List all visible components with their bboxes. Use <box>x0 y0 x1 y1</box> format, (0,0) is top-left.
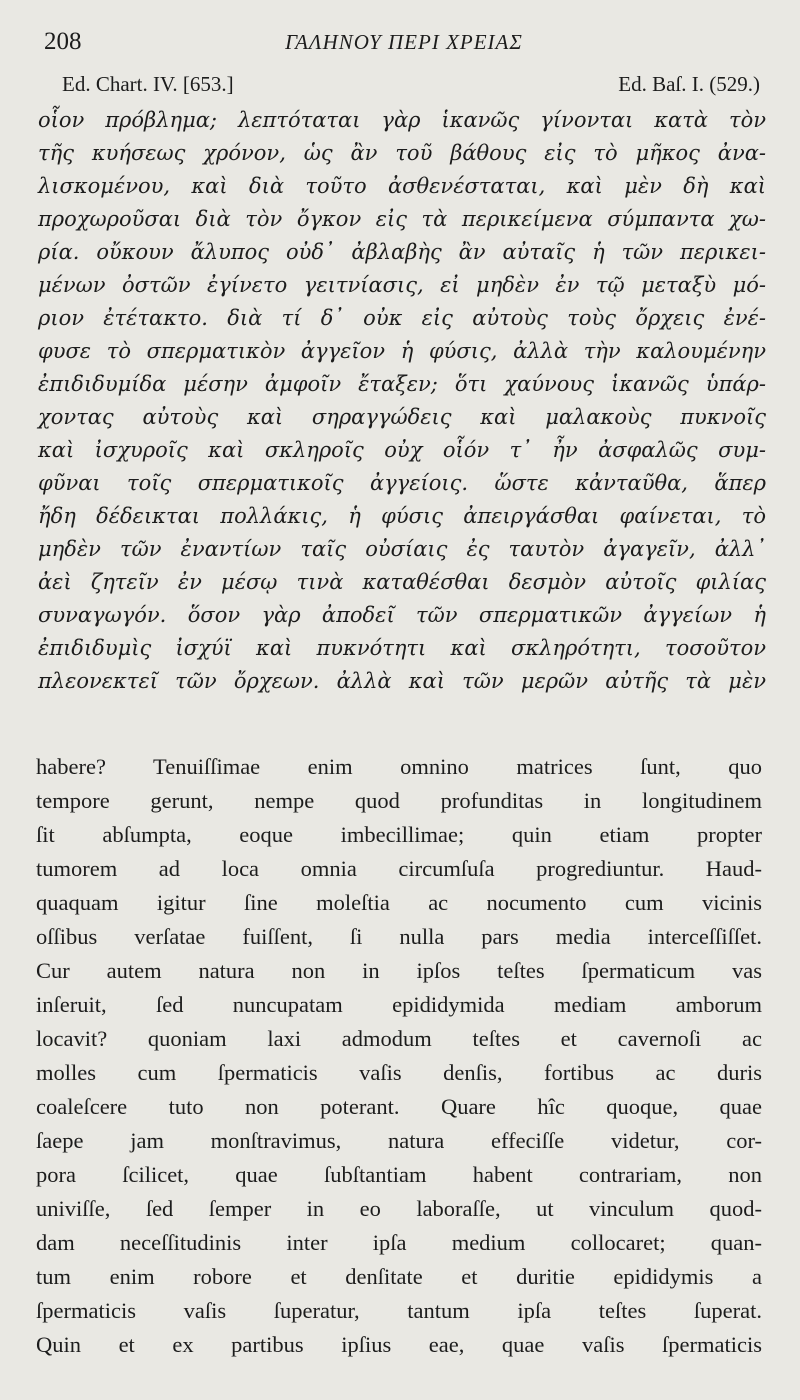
latin-line: habere? Tenuiſſimae enim omnino matrices ſunt, quo <box>36 754 762 779</box>
greek-line: τῆς κυήσεως χρόνον, ὡς ἂν τοῦ βάθους εἰς τὸ μῆκος ἀνα- <box>38 141 766 165</box>
latin-line: ſaepe jam monſtravimus, natura effeciſſe videtur, cor- <box>36 1128 762 1153</box>
greek-line: ἤδη δέδεικται πολλάκις, ἡ φύσις ἀπειργάσθαι φαίνεται, τὸ <box>38 504 766 528</box>
latin-line: tum enim robore et denſitate et duritie epididymis a <box>36 1264 762 1289</box>
latin-line: coaleſcere tuto non poterant. Quare hîc quoque, quae <box>36 1094 762 1119</box>
latin-text-block <box>36 750 762 1362</box>
latin-line: ſit abſumpta, eoque imbecillimae; quin etiam propter <box>36 822 762 847</box>
edition-references <box>62 72 760 102</box>
page-number: 208 <box>44 28 82 55</box>
greek-line: φυσε τὸ σπερματικὸν ἀγγεῖον ἡ φύσις, ἀλλὰ τὴν καλουμένην <box>38 339 766 363</box>
running-head <box>44 28 764 64</box>
edition-basel-reference: Ed. Baſ. I. (529.) <box>618 72 760 96</box>
latin-line: tumorem ad loca omnia circumſuſa progrediuntur. Haud- <box>36 856 762 881</box>
greek-line: ἐπιδιδυμίδα μέσην ἀμφοῖν ἔταξεν; ὅτι χαύνους ἱκανῶς ὑπάρ- <box>38 372 766 396</box>
greek-line: συναγωγόν. ὅσον γὰρ ἀποδεῖ τῶν σπερματικῶν ἀγγείων ἡ <box>38 603 766 627</box>
latin-line: oſſibus verſatae fuiſſent, ſi nulla pars media interceſſiſſet. <box>36 924 762 949</box>
edition-chartier-reference: Ed. Chart. IV. [653.] <box>62 72 234 96</box>
greek-line: ἀεὶ ζητεῖν ἐν μέσῳ τινὰ καταθέσθαι δεσμὸν αὐτοῖς φιλίας <box>38 570 766 594</box>
greek-line: λισκομένου, καὶ διὰ τοῦτο ἀσθενέσταται, καὶ μὲν δὴ καὶ <box>38 174 766 198</box>
latin-line: tempore gerunt, nempe quod profunditas in longitudinem <box>36 788 762 813</box>
greek-line: ἐπιδιδυμὶς ἰσχύϊ καὶ πυκνότητι καὶ σκληρότητι, τοσοῦτον <box>38 636 766 660</box>
latin-line: pora ſcilicet, quae ſubſtantiam habent contrariam, non <box>36 1162 762 1187</box>
latin-line: inſeruit, ſed nuncupatam epididymida mediam amborum <box>36 992 762 1017</box>
greek-line: ρία. οὔκουν ἄλυπος οὐδ᾽ ἀβλαβὴς ἂν αὐταῖς ἡ τῶν περικει- <box>38 240 766 264</box>
latin-line: ſpermaticis vaſis ſuperatur, tantum ipſa teſtes ſuperat. <box>36 1298 762 1323</box>
greek-line: ριον ἐτέτακτο. διὰ τί δ᾽ οὐκ εἰς αὐτοὺς τοὺς ὄρχεις ἐνέ- <box>38 306 766 330</box>
greek-line: φῦναι τοῖς σπερματικοῖς ἀγγείοις. ὥστε κἀνταῦθα, ἅπερ <box>38 471 766 495</box>
greek-line: μένων ὀστῶν ἐγίνετο γειτνίασις, εἰ μηδὲν ἐν τῷ μεταξὺ μό- <box>38 273 766 297</box>
greek-line: οἷον πρόβλημα; λεπτόταται γὰρ ἱκανῶς γίνονται κατὰ τὸν <box>38 108 766 132</box>
greek-line: μηδὲν τῶν ἐναντίων ταῖς οὐσίαις ἐς ταυτὸν ἀγαγεῖν, ἀλλ᾽ <box>38 537 766 561</box>
latin-line: Cur autem natura non in ipſos teſtes ſpermaticum vas <box>36 958 762 983</box>
greek-text-block <box>38 104 766 698</box>
latin-line: Quin et ex partibus ipſius eae, quae vaſis ſpermaticis <box>36 1332 762 1357</box>
latin-line: molles cum ſpermaticis vaſis denſis, fortibus ac duris <box>36 1060 762 1085</box>
running-title: ΓΑΛΗΝΟΥ ΠΕΡΙ ΧΡΕΙΑΣ <box>285 30 523 54</box>
greek-line: καὶ ἰσχυροῖς καὶ σκληροῖς οὐχ οἷόν τ᾽ ἦν ἀσφαλῶς συμ- <box>38 438 766 462</box>
latin-line: locavit? quoniam laxi admodum teſtes et cavernoſi ac <box>36 1026 762 1051</box>
greek-line: προχωροῦσαι διὰ τὸν ὄγκον εἰς τὰ περικείμενα σύμπαντα χω- <box>38 207 766 231</box>
greek-line: χοντας αὐτοὺς καὶ σηραγγώδεις καὶ μαλακοὺς πυκνοῖς <box>38 405 766 429</box>
greek-line: πλεονεκτεῖ τῶν ὄρχεων. ἀλλὰ καὶ τῶν μερῶν αὐτῆς τὰ μὲν <box>38 669 766 693</box>
latin-line: univiſſe, ſed ſemper in eo laboraſſe, ut vinculum quod- <box>36 1196 762 1221</box>
latin-line: dam neceſſitudinis inter ipſa medium collocaret; quan- <box>36 1230 762 1255</box>
latin-line: quaquam igitur ſine moleſtia ac nocumento cum vicinis <box>36 890 762 915</box>
